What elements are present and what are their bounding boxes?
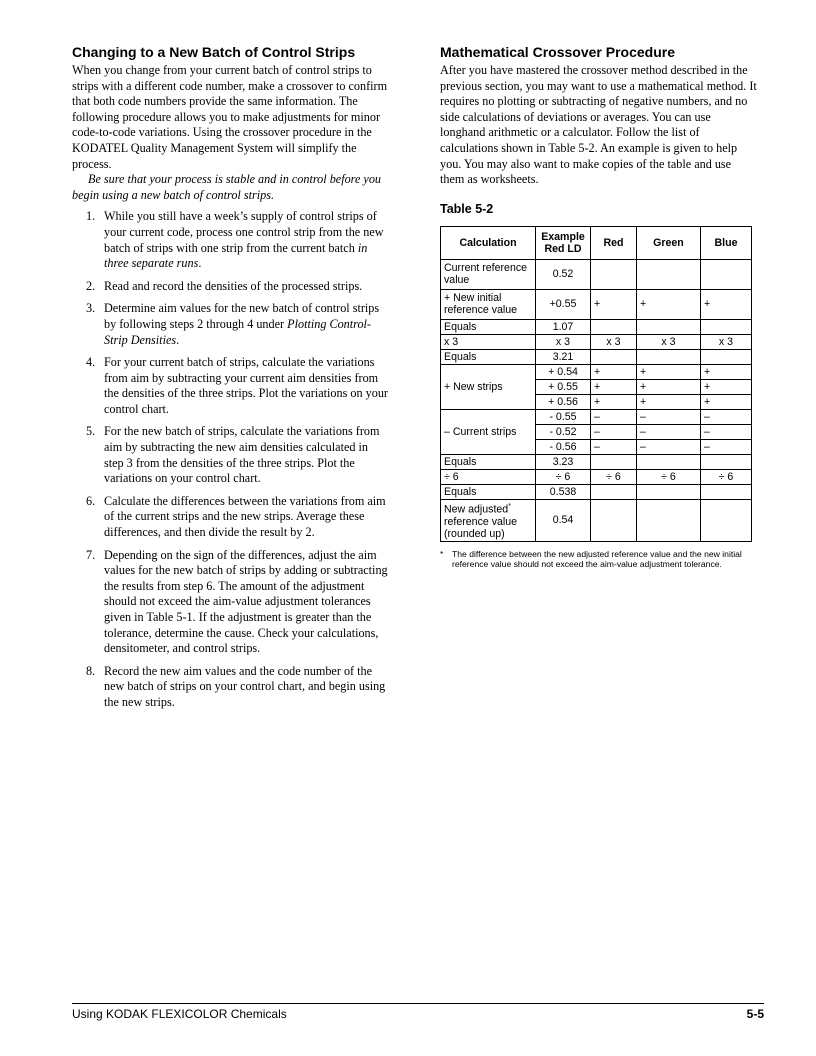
list-item: 2. Read and record the densities of the processed strips. [86, 278, 363, 293]
table-row: + New initial reference value +0.55 + + + [441, 289, 752, 319]
intro-paragraph: When you change from your current batch of control strips to strips with a different code number, make a crossover to confirm that both code numbers provide the same information. The following procedure allows you to make adjustments for minor code-to-code variations. Using the crossover procedure in the KODATEL Quality Management System will simplify the process. [72, 63, 388, 171]
table-row: New adjusted* reference value (rounded up) 0.54 [441, 499, 752, 541]
header-example: Example Red LD [536, 226, 591, 259]
table-row: x 3 x 3 x 3 x 3 x 3 [441, 334, 752, 349]
table-row: + 0.56 + + + [441, 394, 752, 409]
table-row: – Current strips - 0.55 – – – [441, 409, 752, 424]
list-item: 6. Calculate the differences between the variations from aim of the current strips and the new strips. Average these differences, and then divide the result by 2. [86, 493, 386, 540]
footer-title: Using KODAK FLEXICOLOR Chemicals [72, 1007, 287, 1021]
left-column [72, 44, 390, 718]
header-blue: Blue [700, 226, 751, 259]
table-row: Equals 3.21 [441, 349, 752, 364]
list-item: 7. Depending on the sign of the differences, adjust the aim values for the new batch of strips by adding or subtracting the results from step 6. The amount of the adjustment should not exceed the aim-value adjustment tolerances given in Table 5-1. If the adjustment is greater than the tolerance, determine the cause. Check your calculations, densitometer, and control strips. [86, 547, 388, 656]
header-calculation: Calculation [441, 226, 536, 259]
page-number: 5-5 [746, 1007, 764, 1021]
table-row: Equals 3.23 [441, 454, 752, 469]
list-item: 5. For the new batch of strips, calculate the variations from aim by subtracting the new aim densities calculated in step 3 from the densities of the three strips. Plot the variations on your control chart. [86, 424, 380, 486]
right-intro-paragraph: After you have mastered the crossover method described in the previous section, you may want to use a mathematical method. It requires no plotting or subtracting of negative numbers, and no side calculations of deviations or averages. You can use longhand arithmetic or a calculator. Follow the list of calculations shown in Table 5-2. An example is given to help you. You may also want to make copies of the table and use them as worksheets. [440, 63, 757, 187]
table-row: + New strips + 0.54 + + + [441, 364, 752, 379]
right-column [440, 44, 758, 570]
table-row: - 0.52 – – – [441, 424, 752, 439]
crossover-table [440, 226, 752, 542]
section-heading-changing-batch: Changing to a New Batch of Control Strips [72, 44, 356, 60]
list-item: 8. Record the new aim values and the code number of the new batch of strips on your control chart, and begin using the new strips. [86, 663, 386, 709]
table-title: Table 5-2 [440, 201, 494, 216]
procedure-steps [72, 209, 390, 710]
table-footnote: * The difference between the new adjusted reference value and the new initial reference value should not exceed the aim-value adjustment tolerance. [440, 548, 742, 570]
table-row: + 0.55 + + + [441, 379, 752, 394]
list-item: 3. Determine aim values for the new batch of control strips by following steps 2 through 4 under Plotting Control-Strip Densities. [86, 301, 380, 347]
list-item: 1. While you still have a week’s supply of control strips of your current code, process one control strip from the new batch of strips with one strip from the current batch in three separate runs. [86, 209, 384, 271]
section-heading-mathematical-crossover: Mathematical Crossover Procedure [440, 44, 675, 60]
table-row: Current reference value 0.52 [441, 259, 752, 289]
list-item: 4. For your current batch of strips, calculate the variations from aim by subtracting your current aim densities from the densities of the three strips. Plot the variations on your control chart. [86, 355, 388, 416]
table-row: ÷ 6 ÷ 6 ÷ 6 ÷ 6 ÷ 6 [441, 469, 752, 484]
page-footer [72, 1003, 764, 1021]
header-red: Red [591, 226, 637, 259]
table-row: Equals 1.07 [441, 319, 752, 334]
table-row: Equals 0.538 [441, 484, 752, 499]
note-paragraph: Be sure that your process is stable and in control before you begin using a new batch of control strips. [72, 172, 382, 202]
table-row: - 0.56 – – – [441, 439, 752, 454]
table-header-row [441, 226, 752, 259]
header-green: Green [636, 226, 700, 259]
